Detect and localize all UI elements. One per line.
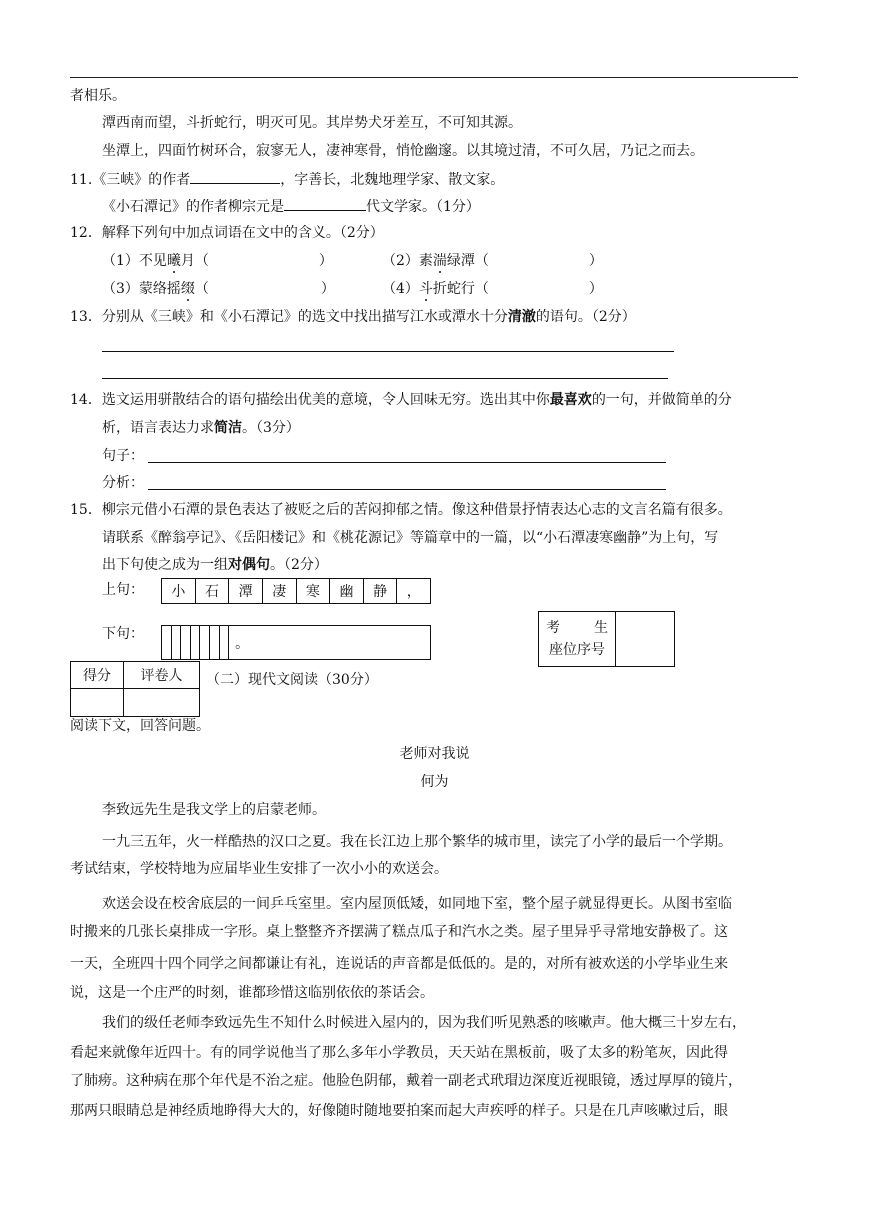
q12-item-1: （1）不见曦月（ ）	[102, 253, 333, 269]
q12-item-2: （2）素湍绿潭（ ）	[382, 253, 603, 269]
grid-cell: 小	[162, 579, 196, 604]
question-15-line2: 请联系《醉翁亭记》、《岳阳楼记》和《桃花源记》等篇章中的一篇，以“小石潭凄寒幽静”为上句，写	[102, 530, 719, 546]
article-paragraph: 一九三五年，火一样酷热的汉口之夏。我在长江边上那个繁华的城市里，读完了小学的最后一个学期。	[102, 834, 732, 850]
reading-instruction: 阅读下文，回答问题。	[70, 718, 210, 734]
lower-sentence-grid	[161, 625, 431, 660]
grid-cell: 潭	[229, 579, 263, 604]
header-rule	[70, 77, 798, 78]
grid-cell: 凄	[262, 579, 296, 604]
grid-cell-input[interactable]	[219, 626, 229, 660]
article-paragraph: 我们的级任老师李致远先生不知什么时候进入屋内的，因为我们听见熟悉的咳嗽声。他大概三十岁左右，	[102, 1015, 746, 1031]
passage-line: 潭西南而望，斗折蛇行，明灭可见。其岸势犬牙差互，不可知其源。	[102, 115, 522, 131]
score-field[interactable]	[71, 689, 124, 717]
grid-cell-input[interactable]	[171, 626, 181, 660]
sentence-answer-line[interactable]	[148, 462, 666, 463]
score-box	[70, 661, 200, 717]
answer-blank[interactable]	[190, 169, 280, 184]
article-line: 看起来就像年近四十。有的同学说他当了那么多年小学教员，天天站在黑板前，吸了太多的粉笔灰，因此得	[70, 1045, 728, 1061]
grid-cell: 幽	[330, 579, 364, 604]
answer-line[interactable]	[102, 351, 674, 352]
grid-cell: 。	[229, 626, 431, 660]
article-line: 了肺痨。这种病在那个年代是不治之症。他脸色阴郁，戴着一副老式玳瑁边深度近视眼镜，透过厚厚的镜片，	[70, 1073, 742, 1089]
question-12-prompt: 12．解释下列句中加点词语在文中的含义。（2分）	[70, 225, 384, 241]
grid-cell-input[interactable]	[162, 626, 172, 660]
grid-cell: ，	[397, 579, 431, 604]
question-13-prompt: 13．分别从《三峡》和《小石潭记》的选文中找出描写江水或潭水十分清澈的语句。（2分）	[70, 309, 636, 325]
upper-sentence-label: 上句：	[102, 582, 144, 598]
grader-label: 评卷人	[124, 662, 200, 689]
article-paragraph: 欢送会设在校舍底层的一间乒乓室里。室内屋顶低矮，如同地下室，整个屋子就显得更长。从图书室临	[102, 896, 732, 912]
seat-number-label: 考 生 座位序号	[539, 612, 616, 667]
seat-number-box	[538, 611, 675, 667]
answer-line[interactable]	[102, 378, 668, 379]
question-14-line2: 析，语言表达力求简洁。（3分）	[102, 420, 300, 436]
question-11-line2: 《小石潭记》的作者柳宗元是 代文学家。（1分）	[102, 196, 480, 217]
score-label: 得分	[71, 662, 124, 689]
grid-cell-input[interactable]	[209, 626, 219, 660]
grid-cell: 寒	[296, 579, 330, 604]
section-heading: （二）现代文阅读（30分）	[206, 672, 378, 688]
grid-cell-input[interactable]	[190, 626, 200, 660]
article-line: 考试结束，学校特地为应届毕业生安排了一次小小的欢送会。	[70, 861, 448, 877]
q12-item-4: （4）斗折蛇行（ ）	[382, 281, 603, 297]
question-14-line1: 14．选文运用骈散结合的语句描绘出优美的意境，令人回味无穷。选出其中你最喜欢的一句，并做简单的分	[70, 392, 732, 408]
q12-item-3: （3）蒙络摇缀（ ）	[102, 281, 335, 297]
question-15-line1: 15．柳宗元借小石潭的景色表达了被贬之后的苦闷抑郁之情。像这种借景抒情表达心志的文言名篇有很多。	[70, 502, 732, 518]
article-line: 那两只眼睛总是神经质地睁得大大的，好像随时随地要拍案而起大声疾呼的样子。只是在几声咳嗽过后，眼	[70, 1103, 728, 1119]
grid-cell-input[interactable]	[200, 626, 210, 660]
article-line: 时搬来的几张长桌排成一字形。桌上整整齐齐摆满了糕点瓜子和汽水之类。屋子里异乎寻常地安静极了。这	[70, 924, 728, 940]
question-15-line3: 出下句使之成为一组对偶句。（2分）	[102, 557, 328, 573]
article-line: 说，这是一个庄严的时刻，谁都珍惜这临别依依的茶话会。	[70, 985, 434, 1001]
grid-cell: 静	[363, 579, 397, 604]
lower-sentence-label: 下句：	[102, 626, 144, 642]
article-title: 老师对我说	[399, 746, 470, 762]
grader-field[interactable]	[124, 689, 200, 717]
sentence-label: 句子：	[102, 448, 144, 464]
article-author: 何为	[420, 774, 449, 790]
article-line: 一天，全班四十四个同学之间都谦让有礼，连说话的声音都是低低的。是的，对所有被欢送的小学毕业生来	[70, 956, 728, 972]
analysis-answer-line[interactable]	[148, 489, 666, 490]
passage-line: 坐潭上，四面竹树环合，寂寥无人，凄神寒骨，悄怆幽邃。以其境过清，不可久居，乃记之而去。	[102, 143, 704, 159]
passage-line: 者相乐。	[70, 88, 126, 104]
grid-cell: 石	[195, 579, 229, 604]
grid-cell-input[interactable]	[181, 626, 191, 660]
article-paragraph: 李致远先生是我文学上的启蒙老师。	[102, 802, 326, 818]
analysis-label: 分析：	[102, 475, 144, 491]
question-11-line1: 11.《三峡》的作者 ，字善长，北魏地理学家、散文家。	[70, 169, 504, 190]
answer-blank[interactable]	[284, 196, 366, 211]
upper-sentence-grid	[161, 578, 431, 604]
seat-number-field[interactable]	[616, 612, 675, 667]
